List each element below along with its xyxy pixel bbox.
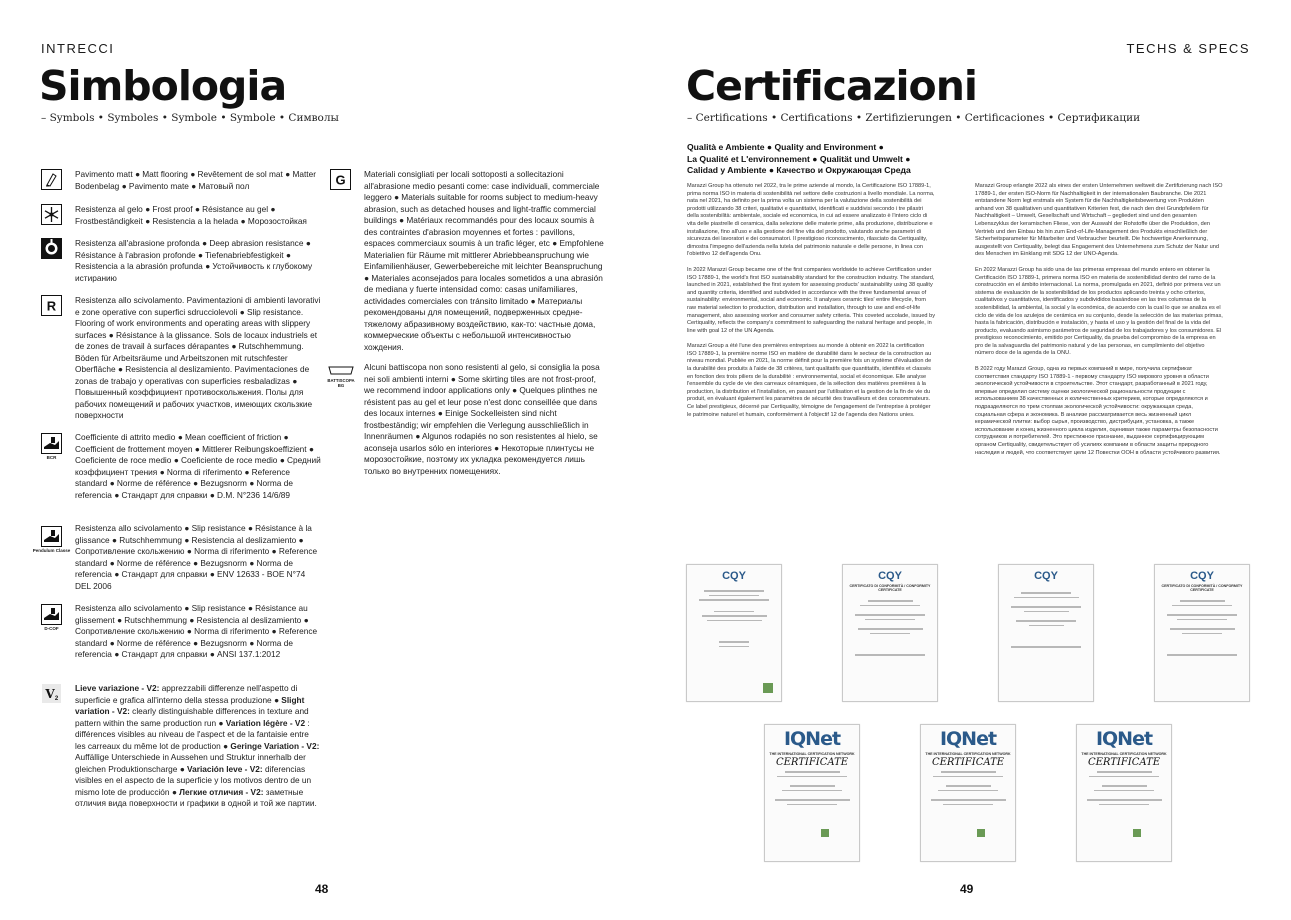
symbol-row-variation [41, 683, 321, 810]
iqnet-certificate-thumbnail[interactable]: IQNet THE INTERNATIONAL CERTIFICATION NETWORK CERTIFICATE [764, 724, 860, 862]
symbol-row-bcr [41, 432, 321, 501]
battiscopa-icon: BATTISCOPA BG [326, 362, 356, 390]
usage-row-battiscopa [326, 362, 607, 477]
v2-icon [41, 683, 62, 704]
symbol-text: Pavimento matt ● Matt flooring ● Revêtement de sol mat ● Matter Bodenbelag ● Pavimento mate ● Матовый пол [75, 169, 316, 191]
matt-floor-icon [41, 169, 62, 190]
svg-text:R: R [46, 298, 57, 314]
cert-paragraph-ru: В 2022 году Marazzi Group, одна из первых компаний в мире, получила сертификат соответствия стандарту ISO 17889-1 - первому стандарту ISO мирового уровня в области экологической устойчивости в строительстве. Этот стандарт, разработанный в 2021 году, впервые определил систему оценки экологической рациональности продукции с использованием 38 качественных и количественных критериев, которые определяются и подразделяются по трем столпам экологической устойчивости: окружающая среда, социальная сфера и экономика. В анализе рассматривается весь жизненный цикл керамической плитки: выбор сырья, производство, дистрибуция, установка, а также использование и конец жизненного цикла изделия, оценивая также параметры безопасности сотрудников и потребителей. Это престижное признание, выданное сертифицирующим органом Certiquality, свидетельствует об усилиях компании в области защиты природного наследия и людей, что соответствует цели 12 Повестки ООН в области устойчивого развития. [975, 366, 1221, 456]
cert-paragraph-de: Marazzi Group erlangte 2022 als eines der ersten Unternehmen weltweit die Zertifizierung nach ISO 17889-1, der ersten ISO-Norm für Nachhaltigkeit in der internationalen Baubranche. Die 2021 entstandene Norm legt erstmals ein System für die Nachhaltigkeitsbewertung von Produkten anhand von 38 qualitativen und quantitativen Kriterien fest, die nach den drei Grundpfeilern für Nachhaltigkeit – Umwelt, Gesellschaft und Wirtschaft – gegliedert sind und den gesamten Lebenszyklus der keramischen Fliese, von der Auswahl der Rohstoffe über die Produktion, den Vertrieb und den Einbau bis hin zum End-of-Life-Management des Produkts einschließlich der Sicherheitsparameter für Mitarbeiter und Verbraucher beurteilt. Die hochwertige Anerkennung, ausgestellt von Certiquality, belegt das Engagement des Unternehmens zum Schutz der Natur und des Menschen im Einklang mit SDG 12 der UNO-Agenda. [975, 183, 1223, 258]
left-page-title: Simbologia [39, 62, 287, 110]
symbol-text: Resistenza al gelo ● Frost proof ● Résistance au gel ● Frostbeständigkeit ● Resistencia a la helada ● Морозостойкая [75, 204, 307, 226]
cert-paragraph-en: In 2022 Marazzi Group became one of the first companies worldwide to achieve Certification under ISO 17889-1, the world's first ISO sustainability standard for the construction industry. The standard, launched in 2021, established the first system for assessing products' sustainability using 38 quality and quantity criteria, identified and subdivided in accordance with the three fundamental areas of sustainability: environmental, social and economic. It analyses ceramic tiles' entire lifecycle, from raw material selection to production, distribution and installation, through to use and end-of-life management, also assessing worker and consumer safety criteria. This coveted accolade, issued by Certiquality, reflects the company's commitment to safeguarding the natural heritage and people, in line with goal 12 of the UN Agenda. [687, 266, 936, 334]
symbol-text: Coefficiente di attrito medio ● Mean coefficient of friction ● Coefficient de frottement moyen ● Mittlerer Reibungskoeffizient ● Coeficiente de roce medio ● Coeficiente de roce medio ● Средний коэффициент трения ● Norma di riferimento ● Reference standard ● Norme de référence ● Bezugsnorm ● Norma de referencia ● Стандарт для справки ● D.M. N°236 14/6/89 [75, 432, 321, 500]
usage-text: Alcuni battiscopa non sono resistenti al gelo, si consiglia la posa nei soli ambienti interni ● Some skirting tiles are not frost-proof, we recommend indoor applications only ● Quelques plinthes ne résistent pas au gel et leur pose n'est donc conseillée que dans des locaux internes ● Einige Sockelleisten sind nicht frostbeständig; wir empfehlen die Verlegung ausschließlich in Innenräumen ● Algunos rodapiés no son resistentes al hielo, se aconseja usarlos sólo en interiores ● Некоторые плинтусы не морозостойкие, поэтому их укладка рекомендуется лишь только во внутренних помещениях. [364, 362, 600, 476]
right-page-number: 49 [960, 882, 974, 896]
right-section-label: TECHS & SPECS [1126, 41, 1250, 56]
cert-column-1 [687, 183, 937, 419]
cert-paragraph-es: En 2022 Marazzi Group ha sido una de las primeras empresas del mundo entero en obtener la Certificación ISO 17889-1, primera norma ISO en materia de sostenibilidad dentro del ramo de la construcción en el ámbito internacional. La norma, promulgada en 2021, definió por primera vez un sistema de evaluación de la sostenibilidad de los productos aplicando treinta y ocho criterios, cualitativos y cuantitativos, identificados y subdivididos basándose en las tres columnas de la sostenibilidad, la ambiental, la social y la económica, de acuerdo con la cual lo que se analiza es el ciclo de vida de los azulejos de cerámica en su conjunto, desde la selección de las materias primas, hasta la fabricación, distribución e instalación, y hasta el uso y la gestión del final de la vida del producto, evaluando asimismo parámetros de seguridad de los trabajadores y los consumidores. El prestigioso reconocimiento, emitido por Certiquality, da prueba del compromiso de la empresa en pro de la salvaguardia del patrimonio natural y de las personas, en cumplimiento del objetivo número doce de la agenda de la ONU. [975, 266, 1223, 357]
bcr-icon: BCR [41, 432, 62, 460]
left-page-number: 48 [315, 882, 329, 896]
right-page-subtitle: – Certifications • Certifications • Zertifizierungen • Certificaciones • Сертификации [687, 112, 1141, 124]
symbol-row-dcof [41, 603, 321, 661]
variation-text: Lieve variazione - V2: apprezzabili differenze nell'aspetto di superficie e grafica all'interno della stessa produzione ● Slight variation - V2: clearly distinguishable differences in texture and pattern within the same production run ● Variation légère - V2 : différences visibles au niveau de l'aspect et de la fantaisie entre les carreaux du même lot de production ● Geringe Variation - V2: Auffällige Unterschiede in Aussehen und Struktur innerhalb der gleichen Produktionscharge ● Variación leve - V2: diferencias visibles en el aspecto de la superficie y los motivos dentro de un mismo lote de producción ● Легкие отличия - V2: заметные отличия вида поверхности и графики в одной и той же партии. [75, 683, 320, 808]
symbol-row-r-slip [41, 295, 321, 422]
certificate-thumbnail[interactable]: CQY [998, 564, 1094, 702]
cert-heading: Qualità e Ambiente ● Quality and Environment ● La Qualité et L'environnement ● Qualität und Umwelt ● Calidad y Ambiente ● Качество и Окружающая Среда [687, 142, 911, 175]
r-slip-icon [41, 295, 62, 316]
symbol-text: Resistenza allo scivolamento ● Slip resistance ● Résistance au glissement ● Rutschhemmung ● Resistencia al deslizamiento ● Сопротивление скольжению ● Norma di riferimento ● Reference standard ● Norme de référence ● Bezugsnorm ● Norma de referencia ● Стандарт для справки ● ANSI 137.1:2012 [75, 603, 318, 659]
symbol-text: Resistenza all'abrasione profonda ● Deep abrasion resistance ● Résistance à l'abrasion profonde ● Tiefenabriebfestigkeit ● Resistencia a la abrasión profunda ● Устойчивость к глубокому истиранию [75, 238, 313, 283]
dcof-icon: D-COF [41, 603, 62, 631]
symbol-row-abrasion [41, 238, 321, 284]
left-section-label: INTRECCI [41, 41, 115, 56]
certificate-thumbnail[interactable]: CQY CERTIFICATO DI CONFORMITÀ / CONFORMITY CERTIFICATE [1154, 564, 1250, 702]
certificate-thumbnail[interactable]: CQY [686, 564, 782, 702]
symbol-text: Resistenza allo scivolamento ● Slip resistance ● Résistance à la glissance ● Rutschhemmung ● Resistencia al deslizamiento ● Сопротивление скольжению ● Norma di riferimento ● Reference standard ● Norme de référence ● Bezugsnorm ● Norma de referencia ● Стандарт для справки ● ENV 12633 - BOE N°74 DEL 2006 [75, 523, 318, 591]
cert-column-2 [975, 183, 1225, 457]
cert-paragraph-it: Marazzi Group ha ottenuto nel 2022, tra le prime aziende al mondo, la Certificazione ISO 17889-1, prima norma ISO in materia di sostenibilità nel settore delle costruzioni a livello mondiale. La norma, nata nel 2021, ha definito per la prima volta un sistema per la valutazione della sostenibilità dei prodotti utilizzando 38 criteri, qualitativi e quantitativi, identificati e suddivisi secondo i tre pilastri della sostenibilità: ambientale, sociale ed economica, in cui ad essere analizzato è l'intero ciclo di vita delle piastrelle di ceramica, dalla selezione delle materie prime, alla produzione, distribuzione e installazione, fino all'uso e alla gestione del fine vita del prodotto, valutando anche parametri di sicurezza dei lavoratori e dei consumatori. Il prestigioso riconoscimento, rilasciato da Certiquality, dimostra l'impegno dell'azienda nella tutela del patrimonio naturale e delle persone, in linea con l'obiettivo 12 dell'agenda Onu. [687, 183, 935, 258]
symbol-text: Resistenza allo scivolamento. Pavimentazioni di ambienti lavorativi e zone operative con superfici sdrucciolevoli ● Slip resistance. Flooring of work environments and operating areas with slippery surfaces ● Résistance à la glissance. Sols de locaux industriels et de zones de travail à surfaces dérapantes ● Rutschhemmung. Böden für Arbeitsräume und Arbeitszonen mit rutschfester Oberfläche ● Resistencia al deslizamiento. Pavimentaciones de zonas de trabajo y operativas con superficies resbaladizas ● Повышенный коэффициент противоскольжения. Полы для рабочих помещений и рабочих участков, имеющих скользкие поверхности [75, 295, 321, 420]
usage-row-g [330, 169, 607, 353]
symbol-row-matt [41, 169, 321, 192]
pendulum-icon: Pendulum Classe [41, 523, 62, 555]
iqnet-certificate-thumbnail[interactable]: IQNet THE INTERNATIONAL CERTIFICATION NETWORK CERTIFICATE [920, 724, 1016, 862]
certificate-thumbnail[interactable]: CQY CERTIFICATO DI CONFORMITÀ / CONFORMITY CERTIFICATE [842, 564, 938, 702]
iqnet-certificate-thumbnail[interactable]: IQNet THE INTERNATIONAL CERTIFICATION NETWORK CERTIFICATE [1076, 724, 1172, 862]
abrasion-icon [41, 238, 62, 259]
cert-paragraph-fr: Marazzi Group a été l'une des premières entreprises au monde à obtenir en 2022 la certification ISO 17889-1, la première norme ISO en matière de durabilité dans le secteur de la construction au niveau mondial. Publiée en 2021, la norme définit pour la première fois un système d'évaluation de la durabilité des produits à l'aide de 38 critères, tant qualitatifs que quantitatifs, identifiés et classés en fonction des trois piliers de la durabilité : environnemental, social et économique. Elle analyse l'ensemble du cycle de vie des carreaux céramiques, de la sélection des matières premières à la production, la distribution et l'installation, en passant par l'utilisation et la gestion de la fin de vie du produit, en évaluant également les paramètres de sécurité des travailleurs et des consommateurs. Ce label prestigieux, décerné par Certiquality, témoigne de l'engagement de l'entreprise à protéger le patrimoine naturel et humain, conformément à l'objectif 12 de l'agenda des Nations unies. [687, 343, 932, 418]
g-icon [330, 169, 351, 190]
snowflake-icon [41, 204, 62, 225]
svg-text:G: G [335, 172, 346, 188]
right-page-title: Certificazioni [686, 62, 977, 110]
svg-text:V: V [45, 687, 55, 701]
usage-text: Materiali consigliati per locali sottoposti a sollecitazioni all'abrasione medio pesanti come: case individuali, commerciale leggero ● Materials suitable for rooms subject to medium-heavy abrasion, such as detached houses and light-traffic commercial buildings ● Matériaux recommandés pour des locaux soumis à des contraintes d'abrasion moyennes et fortes : pavillons, espaces commerciaux soumis à un trafic léger, etc ● Empfohlene Materialien für Räume mit mittlerer Abriebbeanspruchung wie Einfamilienhäuser, Gewerbebereiche mit leichter Beanspruchung ● Materiales aconsejados para locales sometidos a una abrasión de mediana y fuerte intensidad como: casas unifamiliares, actividades comerciales con tránsito limitado ● Материалы рекомендованы для помещений, подверженных средне-тяжелому абразивному воздействию, как-то: частные дома, коммерческие объекты с небольшой интенсивностью хождения. [364, 169, 604, 352]
symbol-row-frost [41, 204, 321, 227]
symbol-row-pendulum [32, 523, 321, 592]
svg-text:2: 2 [54, 696, 59, 702]
left-page-subtitle: – Symbols • Symboles • Symbole • Symbole • Символы [41, 112, 339, 124]
